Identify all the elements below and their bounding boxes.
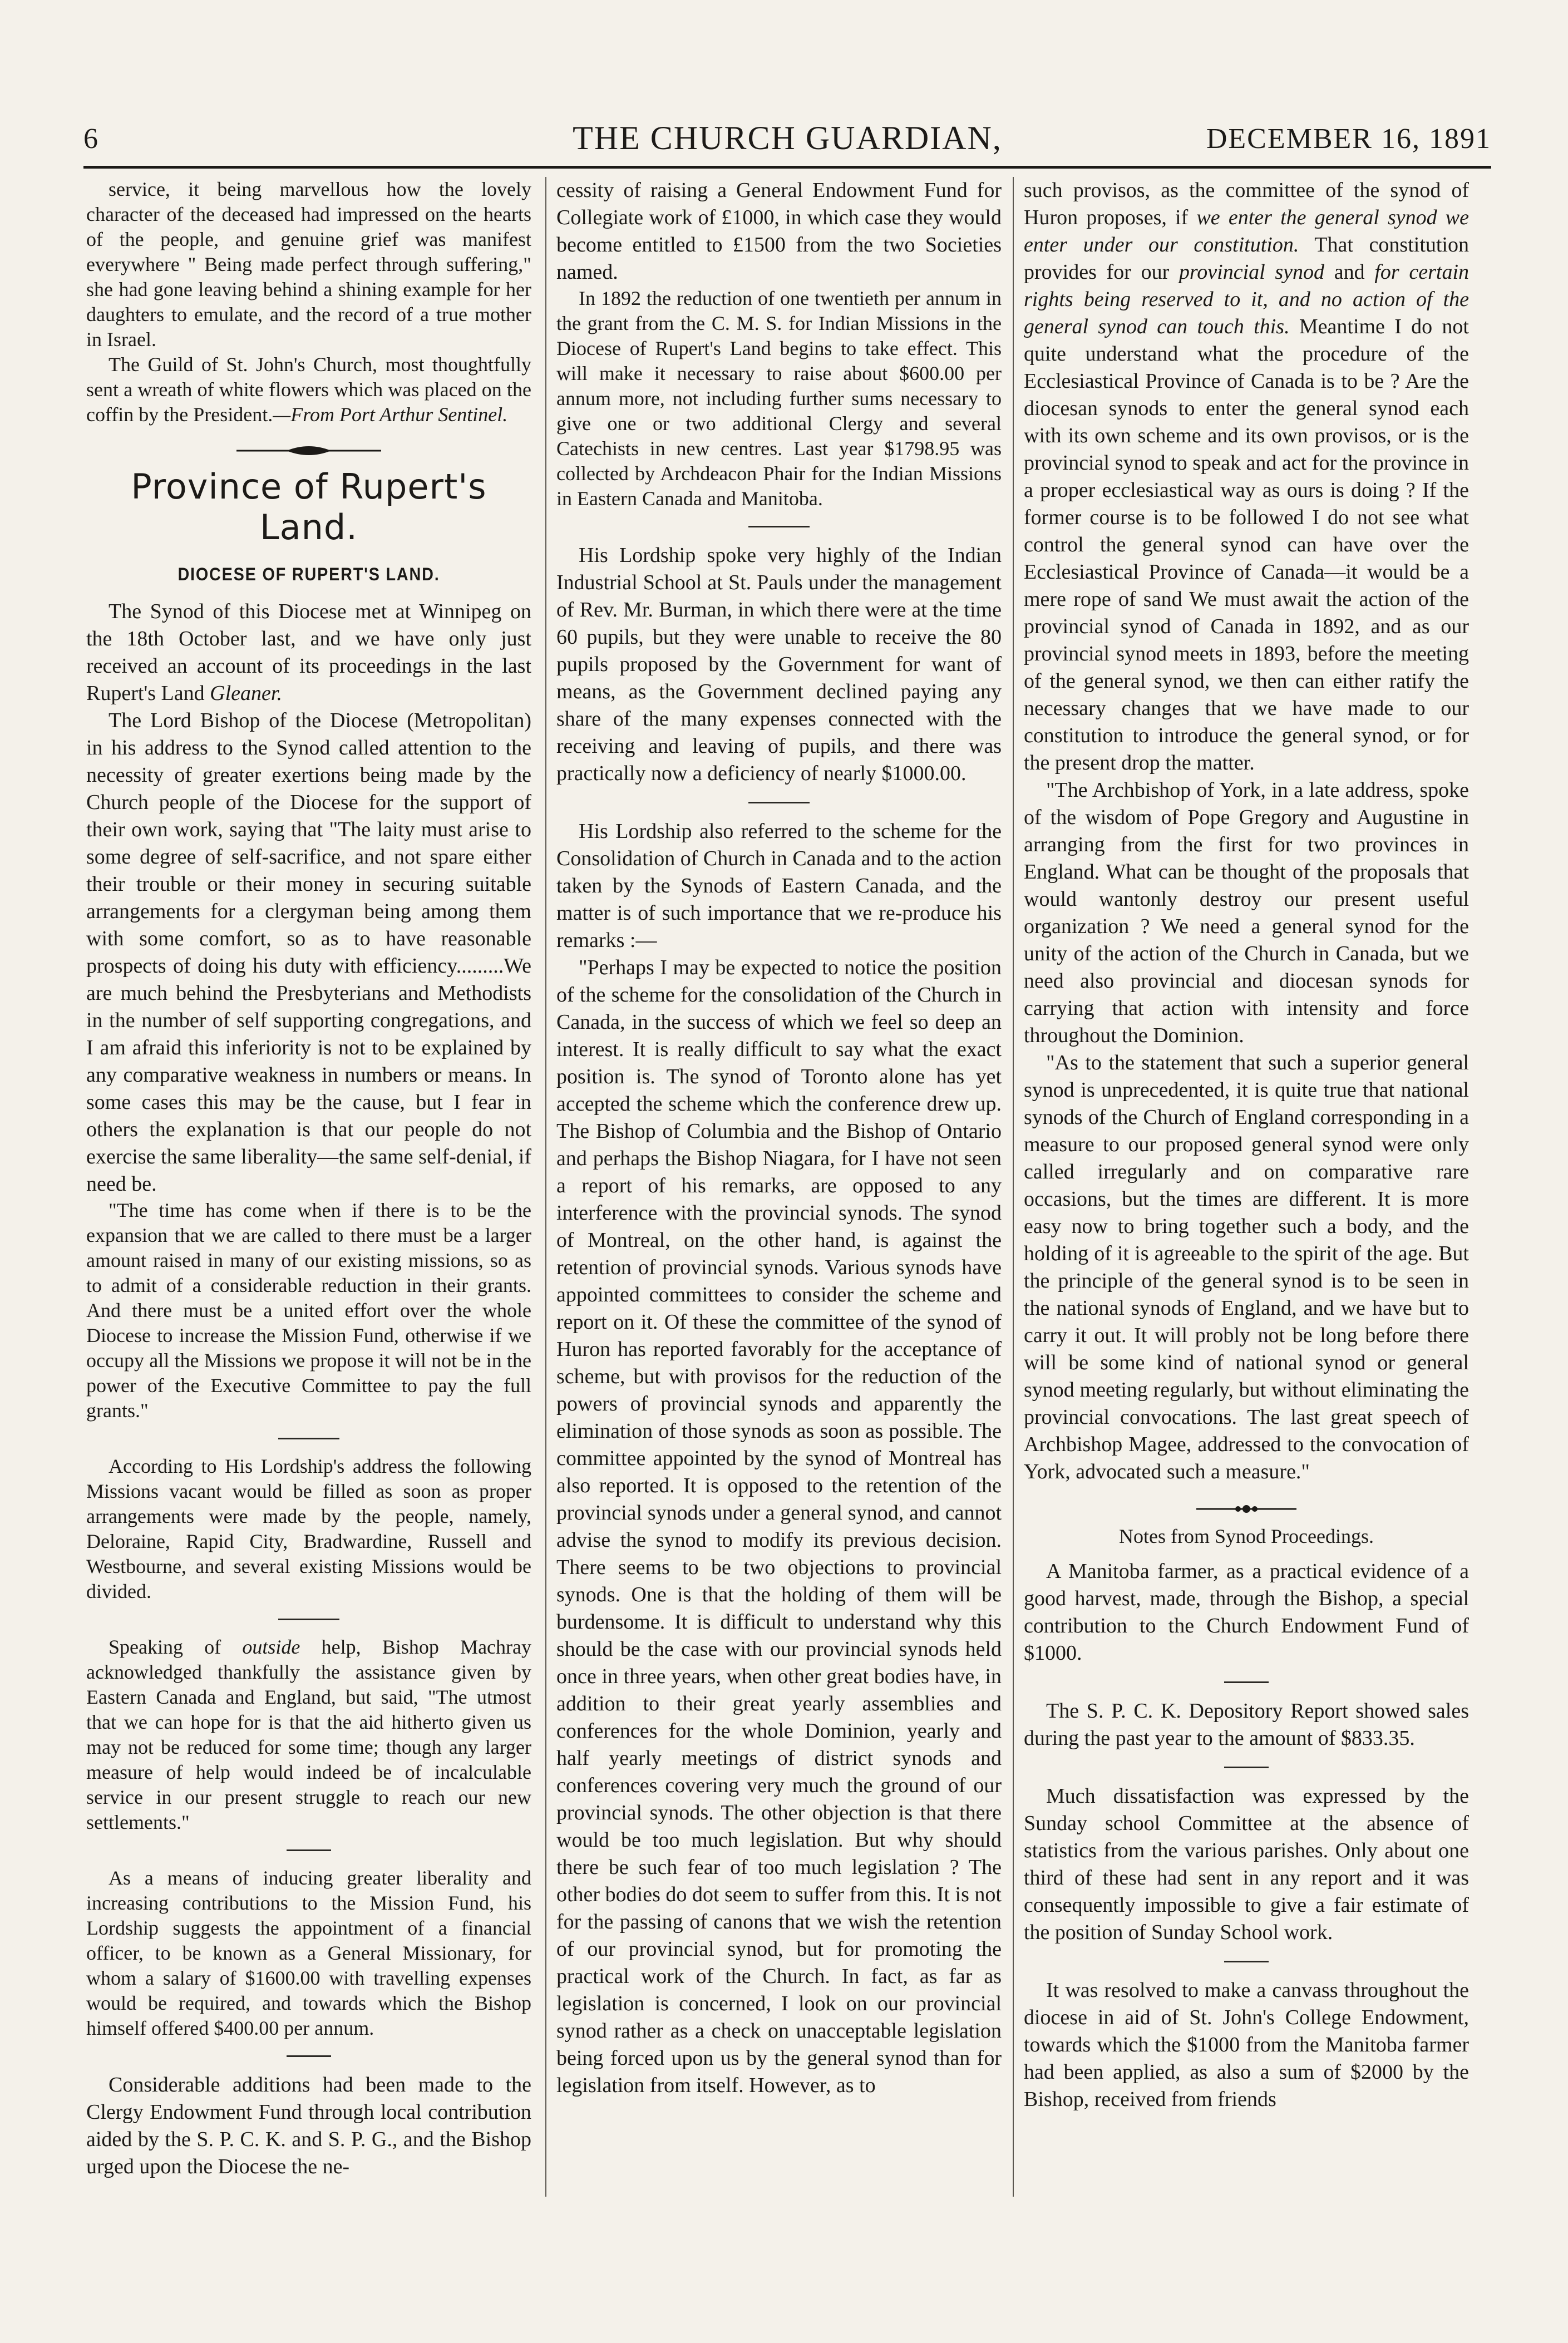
ornamental-divider	[1191, 1502, 1302, 1516]
divider	[1224, 1681, 1269, 1683]
divider	[748, 802, 810, 803]
section-subheading: DIOCESE OF RUPERT'S LAND.	[177, 564, 440, 584]
divider	[278, 1438, 339, 1439]
paragraph: His Lordship spoke very highly of the Indian Industrial School at St. Pauls under the management of Rev. Mr. Burman, in which there were at the time 60 pupils, but they were unable to receive the 80 pupils proposed by the Government for want of means, as the Government declined paying any share of the many expenses connected with the receiving and leaving of pupils, and there was practically now a deficiency of nearly $1000.00.	[556, 544, 1002, 785]
column-divider	[1013, 177, 1014, 2197]
page-header	[83, 111, 1491, 161]
paragraph-text: Meantime I do not quite understand what the procedure of the Ecclesiastical Province of Canada is to be ? Are the diocesan synods to enter the general synod each with its own scheme and its own provisos, or is the provincial synod to speak and act for the province in a proper ecclesiastical way as ours is doing ? If the former course is to be followed I do not see what control the general synod can have over the Ecclesiastical Province of Canada—it would be a mere rope of sand We must await the action of the provincial synod of Canada in 1892, and as our provincial synod meets in 1893, before the meeting of the general synod, we then can either ratify the necessary changes that we have made to our constitution to introduce the general synod, or for the present drop the matter.	[1024, 315, 1469, 775]
header-rule	[83, 166, 1491, 169]
paragraph: cessity of raising a General Endowment Fund for Collegiate work of £1000, in which case they would become entitled to £1500 from the two Societies named.	[556, 179, 1002, 284]
column-divider	[545, 177, 546, 2197]
divider	[1224, 1767, 1269, 1768]
column-3	[1024, 177, 1469, 2113]
issue-date: DECEMBER 16, 1891	[1206, 123, 1491, 155]
paragraph	[86, 598, 531, 707]
quoted-paragraph: "As to the statement that such a superior general synod is unprecedented, it is quite true that national synods of the Church of England corresponding in a measure to our proposed general synod were only called irregularly and on comparative rare occasions, but the times are different. It is more easy now to bring together such a body, and the holding of it is agreeable to the spirit of the age. But the principle of the general synod is to be seen in the national synods of England, and we have but to carry it out. It will probly not be long before there will be some kind of national synod or general synod meeting regularly, but without eliminating the provincial convocations. The last great speech of Archbishop Magee, addressed to the convocation of York, advocated such a measure."	[1024, 1051, 1469, 1483]
paragraph: In 1892 the reduction of one twentieth per annum in the grant from the C. M. S. for Indian Missions in the Diocese of Rupert's Land begins to take effect. This will make it necessary to raise about $600.00 per annum more, not including further sums necessary to give one or two additional Clergy and several Catechists in new centres. Last year $1798.95 was collected by Archdeacon Phair for the Indian Missions in Eastern Canada and Manitoba.	[556, 287, 1002, 510]
paragraph: According to His Lordship's address the following Missions vacant would be filled as soon as proper arrangements were made by the people, namely, Deloraine, Rapid City, Bradwardine, Russell and Westbourne, and several existing Missions would be divided.	[86, 1455, 531, 1602]
paragraph: The S. P. C. K. Depository Report showed sales during the past year to the amount of $833.35.	[1024, 1699, 1469, 1750]
divider	[278, 1619, 339, 1620]
paragraph: The Lord Bishop of the Diocese (Metropolitan) in his address to the Synod called attention to the necessity of greater exertions being made by the Church people of the Diocese for the support of their own work, saying that "The laity must arise to some degree of self-sacrifice, and not spare either their trouble or their money in securing suitable arrangements for a clergyman being among them with some comfort, so as to have reasonable prospects of doing his duty with efficiency.........We are much behind the Presbyterians and Methodists in the number of self supporting congregations, and I am afraid this inferiority is not to be explained by any comparative weakness in numbers or means. In some cases this may be the cause, but I fear in others the explanation is that our people do not exercise the same liberality—the same self-denial, if need be.	[86, 709, 531, 1196]
paragraph: It was resolved to make a canvass throughout the diocese in aid of St. John's College Endowment, towards which the $1000 from the Manitoba farmer had been applied, as also a sum of $2000 by the Bishop, received from friends	[1024, 1979, 1469, 2111]
source-attribution: —From Port Arthur Sentinel.	[273, 403, 508, 426]
paragraph: A Manitoba farmer, as a practical evidence of a good harvest, made, through the Bishop, a special contribution to the Church Endowment Fund of $1000.	[1024, 1560, 1469, 1665]
paragraph: Considerable additions had been made to the Clergy Endowment Fund through local contribution aided by the S. P. C. K. and S. P. G., and the Bishop urged upon the Diocese the ne-	[86, 2073, 531, 2178]
paragraph: As a means of inducing greater liberality and increasing contributions to the Mission Fund, his Lordship suggests the appointment of a financial officer, to be known as a General Missionary, for whom a salary of $1600.00 with travelling expenses would be required, and towards which the Bishop himself offered $400.00 per annum.	[86, 1867, 531, 2039]
paragraph-text: That constitution provides for our	[1024, 233, 1469, 284]
paragraph-text: and	[1324, 260, 1375, 284]
quoted-paragraph: "The Archbishop of York, in a late address, spoke of the wisdom of Pope Gregory and Augustine in arranging from the first for two provinces in England. What can be thought of the proposals that would wantonly destroy our present useful organization ? We need a general synod for the unity of the action of the Church in Canada, but we need also provincial and diocesan synods for carrying that action with intensity and force throughout the Dominion.	[1024, 778, 1469, 1047]
divider	[748, 526, 810, 527]
notes-heading: Notes from Synod Proceedings.	[1119, 1525, 1374, 1547]
emphasis: outside	[242, 1636, 300, 1658]
ornamental-divider	[225, 444, 392, 457]
divider	[287, 2055, 331, 2057]
paragraph: His Lordship also referred to the scheme for the Consolidation of Church in Canada and to the action taken by the Synods of Eastern Canada, and the matter is of such importance that we re-produce his remarks :—	[556, 820, 1002, 952]
quoted-paragraph: "The time has come when if there is to be the expansion that we are called to there must be a larger amount raised in many of our existing missions, so as to admit of a considerable reduction in their grants. And there must be a united effort over the whole Diocese to increase the Mission Fund, otherwise if we occupy all the Missions we propose it will not be in the power of the Executive Committee to pay the full grants."	[86, 1199, 531, 1422]
emphasis: for certain rights being reserved to it, and no action of the general synod can touch this.	[1024, 260, 1469, 338]
column-2	[556, 177, 1002, 2099]
section-title: Province of Rupert's Land.	[131, 466, 487, 547]
paragraph-text: such provisos, as the committee of the synod of Huron proposes, if	[1024, 179, 1469, 229]
paragraph	[1024, 177, 1469, 777]
page-number: 6	[83, 123, 98, 155]
column-1	[86, 177, 531, 2181]
paragraph-text: help, Bishop Machray acknowledged thankfully the assistance given by Eastern Canada and England, but said, "The utmost that we can hope for is that the aid hitherto given us may not be reduced for some time; though any larger measure of help would indeed be of incalculable service in our present struggle to reach our new settlements."	[86, 1636, 531, 1833]
paragraph: service, it being marvellous how the lovely character of the deceased had impressed on the hearts of the people, and genuine grief was manifest everywhere " Being made perfect through suffering," she had gone leaving behind a shining example for her daughters to emulate, and the record of a true mother in Israel.	[86, 178, 531, 351]
emphasis: we enter the general synod we enter under our constitution.	[1024, 206, 1469, 257]
paragraph	[86, 352, 531, 427]
masthead-title: THE CHURCH GUARDIAN,	[573, 120, 1002, 156]
quoted-paragraph: "Perhaps I may be expected to notice the position of the scheme for the consolidation of the Church in Canada, in the success of which we feel so deep an interest. It is really difficult to say what the exact position is. The synod of Toronto alone has yet accepted the scheme which the conference drew up. The Bishop of Columbia and the Bishop of Ontario and perhaps the Bishop Niagara, for I have not seen a report of his remarks, are opposed to any interference with the provincial synods. The synod of Montreal, on the other hand, is against the retention of provincial synods. Various synods have appointed committees to consider the scheme and report on it. Of these the committee of the synod of Huron has reported favorably for the acceptance of scheme, but with provisos for the reduction of the powers of provincial synods and apparently the elimination of those synods as soon as possible. The committee appointed by the synod of Montreal has also reported. It is opposed to the retention of the provincial synods under a general synod, and cannot advise the synod to modify its previous decision. There seems to be two objections to provincial synods. One is that the holding of them will be burdensome. It is difficult to understand why this should be the case with our provincial synods held once in three years, when other great bodies have, in addition to their great yearly assemblies and conferences for the whole Dominion, yearly and half yearly meetings of district synods and conferences covering very much the ground of our provincial synods. The other objection is that there would be too much legislation. But why should there be such fear of too much legislation ? The other bodies do dot seem to suffer from this. It is not for the passing of canons that we wish the retention of our provincial synod, but for promoting the practical work of the Church. In fact, as far as legislation is concerned, I look on our provincial synod rather as a check on unacceptable legislation being forced upon us by the general synod than for legislation from itself. However, as to	[556, 956, 1002, 2097]
paragraph	[86, 1635, 531, 1835]
paragraph-text: Speaking of	[109, 1636, 243, 1658]
paragraph-text: The Synod of this Diocese met at Winnipeg on the 18th October last, and we have only just received an account of its proceedings in the last Rupert's Land	[86, 600, 531, 705]
paragraph-text: The Guild of St. John's Church, most thoughtfully sent a wreath of white flowers which was placed on the coffin by the President.	[86, 353, 531, 426]
publication-name: Gleaner.	[210, 682, 282, 705]
paragraph: Much dissatisfaction was expressed by the Sunday school Committee at the absence of statistics from the various parishes. Only about one third of these had sent in any report and it was consequently impossible to give a fair estimate of the position of Sunday School work.	[1024, 1784, 1469, 1944]
emphasis: provincial synod	[1179, 260, 1325, 284]
divider	[1224, 1961, 1269, 1962]
divider	[287, 1849, 331, 1851]
